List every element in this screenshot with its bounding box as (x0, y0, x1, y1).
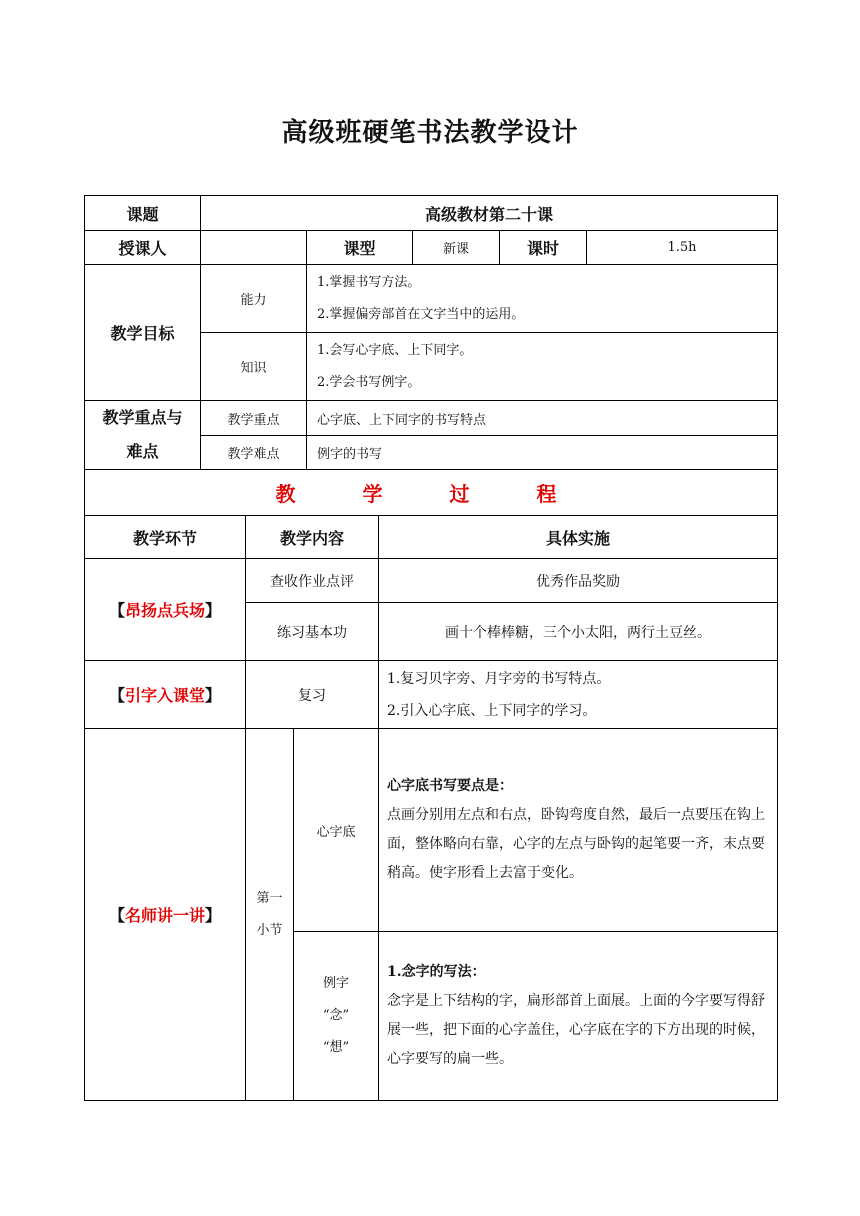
section-label (246, 729, 294, 1101)
stage1-content: 查收作业点评 (246, 559, 379, 603)
col-impl-header: 具体实施 (379, 516, 778, 559)
topic-label: 课题 (85, 196, 201, 231)
stage2-impl-item: 2.引入心字底、上下同字的学习。 (387, 702, 597, 719)
stage1-impl: 优秀作品奖励 (379, 559, 778, 603)
section-label-line1: 第一 (256, 890, 283, 906)
knowledge-item: 1.会写心字底、上下同字。 (317, 342, 473, 358)
goals-label: 教学目标 (85, 265, 201, 401)
stage1-content: 练习基本功 (246, 603, 379, 661)
sub1-text: 点画分别用左点和右点，卧钩弯度自然，最后一点要压在钩上面，整体略向右靠，心字的左点与卧钩的起笔要一齐，末点要稍高。使字形看上去富于变化。 (387, 807, 766, 881)
stage2-impl-item: 1.复习贝字旁、月字旁的书写特点。 (387, 670, 611, 687)
sub2-label-line1: 例字 (323, 976, 350, 991)
ability-item: 1.掌握书写方法。 (317, 274, 421, 290)
ability-item: 2.掌握偏旁部首在文字当中的运用。 (317, 306, 525, 322)
sub2-label-line2: “念” (322, 1008, 350, 1023)
sub1-head: 心字底书写要点是： (387, 778, 514, 794)
bracket-open: 【 (108, 601, 125, 620)
document-title: 高级班硬笔书法教学设计 (281, 118, 579, 148)
stage1-name-cell (85, 559, 246, 661)
bracket-open: 【 (108, 686, 125, 705)
teacher-label: 授课人 (85, 231, 201, 265)
sub2-head: 1.念字的写法： (387, 964, 486, 980)
topic-value: 高级教材第二十课 (201, 196, 778, 231)
col-stage-header: 教学环节 (85, 516, 246, 559)
bracket-close: 】 (205, 686, 222, 705)
ability-label: 能力 (201, 265, 307, 333)
stage1-impl: 画十个棒棒糖，三个小太阳，两行土豆丝。 (379, 603, 778, 661)
section-label-line2: 小节 (256, 922, 283, 938)
sub2-label (294, 932, 379, 1101)
sub2-body (379, 932, 778, 1101)
stage2-impl (379, 661, 778, 729)
course-info-table (84, 195, 778, 265)
type-label: 课型 (307, 231, 413, 265)
process-table (84, 515, 778, 1101)
goals-table (84, 264, 778, 516)
ability-items (307, 265, 778, 333)
difficulty-label: 教学难点 (201, 436, 307, 470)
stage1-name: 昂扬点兵场 (124, 601, 205, 620)
process-heading: 教 学 过 程 (275, 482, 587, 506)
hours-label: 课时 (500, 231, 587, 265)
difficulty-value: 例字的书写 (307, 436, 778, 470)
col-content-header: 教学内容 (246, 516, 379, 559)
type-value: 新课 (413, 231, 500, 265)
teacher-value (201, 231, 307, 265)
stage3-name: 名师讲一讲 (124, 906, 205, 925)
stage3-name-cell (85, 729, 246, 1101)
hours-value: 1.5h (587, 231, 778, 265)
stage2-name: 引字入课堂 (124, 686, 205, 705)
focus-value: 心字底、上下同字的书写特点 (307, 401, 778, 436)
knowledge-items (307, 333, 778, 401)
key-points-label-line1: 教学重点与 (102, 408, 183, 427)
key-points-label-line2: 难点 (126, 442, 159, 461)
process-heading-cell (85, 470, 778, 516)
sub2-text: 念字是上下结构的字，扁形部首上面展。上面的今字要写得舒展一些，把下面的心字盖住，心字底在字的下方出现的时候，心字要写的扁一些。 (387, 993, 766, 1067)
sub1-label: 心字底 (294, 729, 379, 932)
stage2-name-cell (85, 661, 246, 729)
sub2-label-line3: “想” (322, 1040, 350, 1055)
key-points-label (85, 401, 201, 470)
knowledge-label: 知识 (201, 333, 307, 401)
sub1-body (379, 729, 778, 932)
bracket-close: 】 (205, 601, 222, 620)
knowledge-item: 2.学会书写例字。 (317, 374, 421, 390)
focus-label: 教学重点 (201, 401, 307, 436)
bracket-close: 】 (205, 906, 222, 925)
stage2-content: 复习 (246, 661, 379, 729)
bracket-open: 【 (108, 906, 125, 925)
